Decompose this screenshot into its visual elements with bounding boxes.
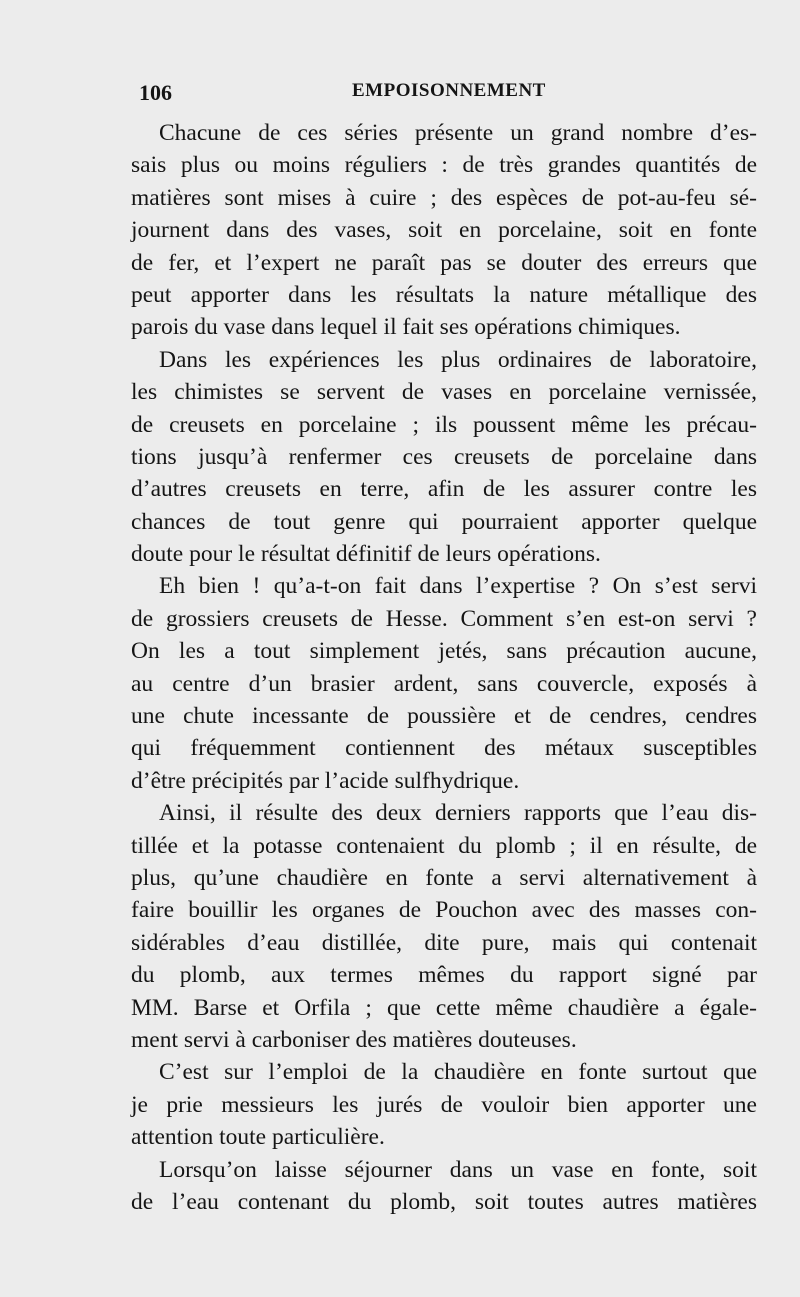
page-header bbox=[131, 80, 751, 110]
text-line: je prie messieurs les jurés de vouloir bien apporter une bbox=[131, 1091, 757, 1118]
text-line: attention toute particulière. bbox=[131, 1124, 385, 1151]
text-line: Dans les expériences les plus ordinaires de laboratoire, bbox=[159, 346, 757, 373]
text-line: doute pour le résultat définitif de leurs opérations. bbox=[131, 541, 601, 568]
running-head: EMPOISONNEMENT bbox=[352, 80, 546, 101]
text-line: du plomb, aux termes mêmes du rapport signé par bbox=[131, 962, 757, 989]
text-line: qui fréquemment contiennent des métaux susceptibles bbox=[131, 735, 757, 762]
text-line: chances de tout genre qui pourraient apporter quelque bbox=[131, 508, 757, 535]
paragraph bbox=[131, 1154, 757, 1219]
text-line: ment servi à carboniser des matières douteuses. bbox=[131, 1026, 577, 1053]
text-line: On les a tout simplement jetés, sans précaution aucune, bbox=[131, 638, 757, 665]
text-line: une chute incessante de poussière et de cendres, cendres bbox=[131, 703, 757, 730]
text-line: parois du vase dans lequel il fait ses opérations chimiques. bbox=[131, 314, 681, 341]
text-line: sidérables d’eau distillée, dite pure, mais qui contenait bbox=[131, 929, 757, 956]
text-line: de l’eau contenant du plomb, soit toutes autres matières bbox=[131, 1188, 757, 1215]
text-line: matières sont mises à cuire ; des espèces de pot-au-feu sé- bbox=[131, 184, 757, 211]
text-line: de creusets en porcelaine ; ils poussent même les précau- bbox=[131, 411, 757, 438]
paragraph bbox=[131, 797, 757, 1056]
paragraph bbox=[131, 1056, 757, 1153]
text-line: faire bouillir les organes de Pouchon avec des masses con- bbox=[131, 897, 757, 924]
paragraph bbox=[131, 570, 757, 797]
text-line: plus, qu’une chaudière en fonte a servi alternativement à bbox=[131, 864, 757, 891]
text-line: Chacune de ces séries présente un grand nombre d’es- bbox=[159, 120, 757, 146]
text-line: MM. Barse et Orfila ; que cette même chaudière a égale- bbox=[131, 994, 757, 1021]
text-line: Eh bien ! qu’a-t-on fait dans l’expertise ? On s’est servi bbox=[159, 573, 757, 600]
text-line: de grossiers creusets de Hesse. Comment s’en est-on servi ? bbox=[131, 605, 757, 632]
text-line: tions jusqu’à renfermer ces creusets de porcelaine dans bbox=[131, 443, 757, 470]
text-line: au centre d’un brasier ardent, sans couvercle, exposés à bbox=[131, 670, 757, 697]
text-line: journent dans des vases, soit en porcelaine, soit en fonte bbox=[131, 217, 757, 244]
text-line: peut apporter dans les résultats la nature métallique des bbox=[131, 281, 757, 308]
text-line: tillée et la potasse contenaient du plomb ; il en résulte, de bbox=[131, 832, 757, 859]
page-number: 106 bbox=[139, 80, 172, 105]
text-line: C’est sur l’emploi de la chaudière en fonte surtout que bbox=[159, 1059, 757, 1086]
body-text bbox=[131, 117, 757, 1218]
text-line: Ainsi, il résulte des deux derniers rapports que l’eau dis- bbox=[159, 800, 757, 827]
text-line: Lorsqu’on laisse séjourner dans un vase en fonte, soit bbox=[159, 1156, 757, 1183]
text-line: d’autres creusets en terre, afin de les assurer contre les bbox=[131, 476, 757, 503]
text-line: sais plus ou moins réguliers : de très grandes quantités de bbox=[131, 152, 757, 179]
text-line: d’être précipités par l’acide sulfhydrique. bbox=[131, 767, 520, 794]
paragraph bbox=[131, 117, 757, 344]
text-line: les chimistes se servent de vases en porcelaine vernissée, bbox=[131, 379, 757, 406]
text-line: de fer, et l’expert ne paraît pas se douter des erreurs que bbox=[131, 249, 757, 276]
paragraph bbox=[131, 344, 757, 571]
